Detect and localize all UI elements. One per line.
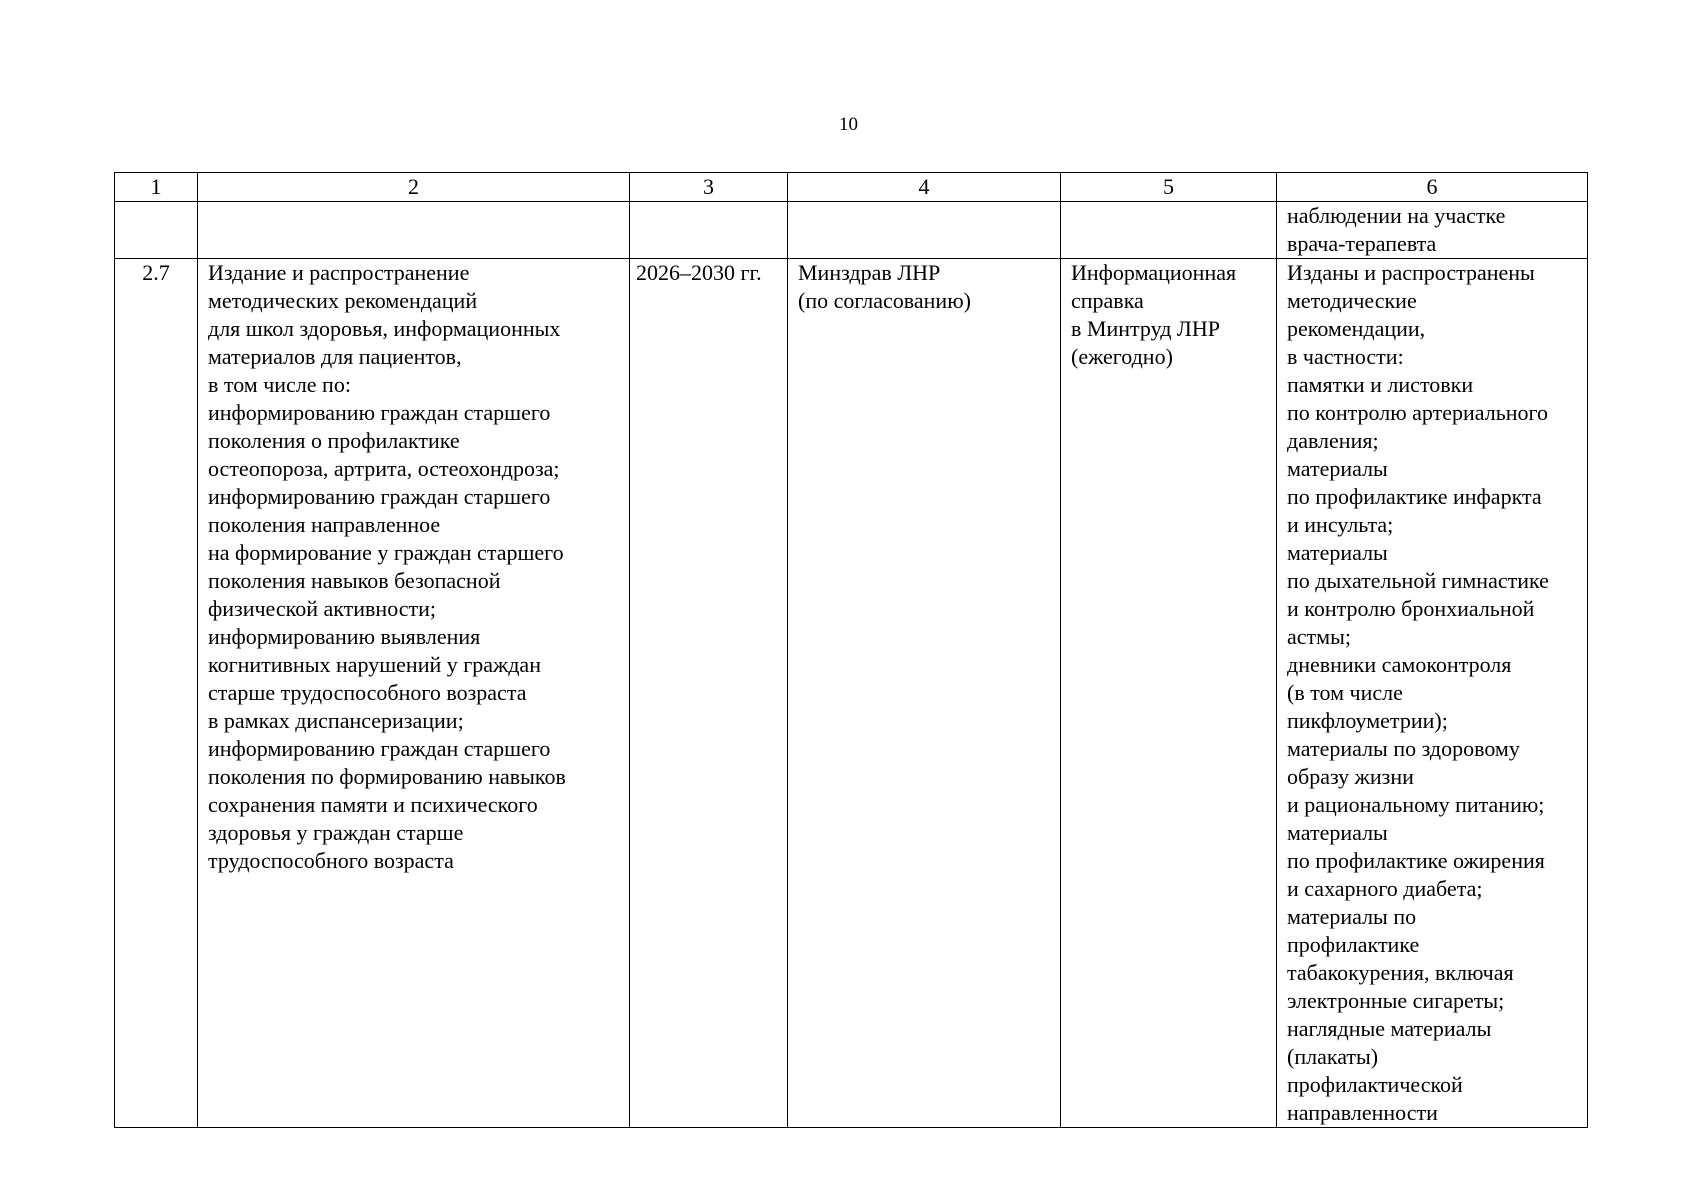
cell-text-line: давления; [1287, 428, 1379, 453]
cell-text-line: и сахарного диабета; [1287, 876, 1483, 901]
cell-text-line: материалов для пациентов, [208, 344, 462, 369]
cell-text-line: (по согласованию) [798, 288, 971, 313]
executor-cell [788, 259, 1061, 1128]
cont-number-cell [115, 202, 198, 259]
cell-text-line: и контролю бронхиальной [1287, 596, 1535, 621]
header-col-4: 4 [788, 173, 1061, 202]
cell-text-line: астмы; [1287, 624, 1351, 649]
cell-text-line: и рациональному питанию; [1287, 792, 1545, 817]
cell-text-line: когнитивных нарушений у граждан [208, 652, 541, 677]
cell-text-line: информированию граждан старшего [208, 484, 551, 509]
period-cell [630, 259, 788, 1128]
cell-text-line: старше трудоспособного возраста [208, 680, 527, 705]
cell-text-line: по профилактике ожирения [1287, 848, 1545, 873]
cell-text-line: пикфлоуметрии); [1287, 708, 1448, 733]
cell-text-line: на формирование у граждан старшего [208, 540, 564, 565]
cell-text-line: поколения о профилактике [208, 428, 460, 453]
row-number-cell: 2.7 [115, 259, 198, 1128]
measures-table [114, 172, 1588, 1128]
cell-text-line: поколения направленное [208, 512, 441, 537]
cell-text-line: электронные сигареты; [1287, 988, 1505, 1013]
cell-text-line: методические [1287, 288, 1417, 313]
page-number: 10 [839, 114, 858, 135]
header-col-2: 2 [198, 173, 630, 202]
cell-text-line: методических рекомендаций [208, 288, 478, 313]
cell-text-line: (в том числе [1287, 680, 1403, 705]
header-col-1: 1 [115, 173, 198, 202]
cell-text-line: врача-терапевта [1287, 231, 1437, 256]
cell-text-line: профилактической [1287, 1072, 1463, 1097]
cell-text-line: наглядные материалы [1287, 1016, 1492, 1041]
cell-text-line: в частности: [1287, 344, 1404, 369]
cell-text-line: дневники самоконтроля [1287, 652, 1512, 677]
cell-text-line: (ежегодно) [1071, 344, 1173, 369]
table-row-2-7 [115, 259, 1588, 1128]
cell-text-line: поколения по формированию навыков [208, 764, 566, 789]
cell-text-line: для школ здоровья, информационных [208, 316, 561, 341]
cell-text-line: материалы [1287, 456, 1388, 481]
cell-text-line: справка [1071, 288, 1144, 313]
cell-text-line: по дыхательной гимнастике [1287, 568, 1549, 593]
cell-text-line: (плакаты) [1287, 1044, 1379, 1069]
cell-text-line: 2026–2030 гг. [636, 260, 762, 285]
cell-text-line: информированию граждан старшего [208, 736, 551, 761]
cell-text-line: Изданы и распространены [1287, 260, 1535, 285]
cell-text-line: материалы [1287, 540, 1388, 565]
cell-text-line: материалы по здоровому [1287, 736, 1520, 761]
cell-text-line: памятки и листовки [1287, 372, 1474, 397]
cell-text-line: в Минтруд ЛНР [1071, 316, 1220, 341]
cell-text-line: остеопороза, артрита, остеохондроза; [208, 456, 560, 481]
cont-period-cell [630, 202, 788, 259]
cell-text-line: в рамках диспансеризации; [208, 708, 464, 733]
description-cell [198, 259, 630, 1128]
cont-report-cell [1061, 202, 1277, 259]
cell-text-line: по профилактике инфаркта [1287, 484, 1542, 509]
cont-result-cell [1277, 202, 1588, 259]
cell-text-line: трудоспособного возраста [208, 848, 454, 873]
cell-text-line: физической активности; [208, 596, 437, 621]
cell-text-line: Издание и распространение [208, 260, 470, 285]
header-row [115, 173, 1588, 202]
cell-text-line: профилактике [1287, 932, 1420, 957]
cell-text-line: Минздрав ЛНР [798, 260, 941, 285]
cell-text-line: направленности [1287, 1100, 1438, 1125]
cell-text-line: рекомендации, [1287, 316, 1426, 341]
cell-text-line: здоровья у граждан старше [208, 820, 464, 845]
header-col-6: 6 [1277, 173, 1588, 202]
cell-text-line: по контролю артериального [1287, 400, 1548, 425]
report-cell [1061, 259, 1277, 1128]
cell-text-line: Информационная [1071, 260, 1237, 285]
cell-text-line: сохранения памяти и психического [208, 792, 538, 817]
cont-executor-cell [788, 202, 1061, 259]
cell-text-line: табакокурения, включая [1287, 960, 1514, 985]
header-col-3: 3 [630, 173, 788, 202]
cell-text-line: информированию граждан старшего [208, 400, 551, 425]
cont-description-cell [198, 202, 630, 259]
cell-text-line: и инсульта; [1287, 512, 1394, 537]
header-col-5: 5 [1061, 173, 1277, 202]
table-row-continuation [115, 202, 1588, 259]
cell-text-line: поколения навыков безопасной [208, 568, 501, 593]
cell-text-line: наблюдении на участке [1287, 203, 1506, 228]
cell-text-line: материалы [1287, 820, 1388, 845]
cell-text-line: материалы по [1287, 904, 1417, 929]
cell-text-line: в том числе по: [208, 372, 351, 397]
result-cell [1277, 259, 1588, 1128]
cell-text-line: образу жизни [1287, 764, 1414, 789]
cell-text-line: информированию выявления [208, 624, 481, 649]
